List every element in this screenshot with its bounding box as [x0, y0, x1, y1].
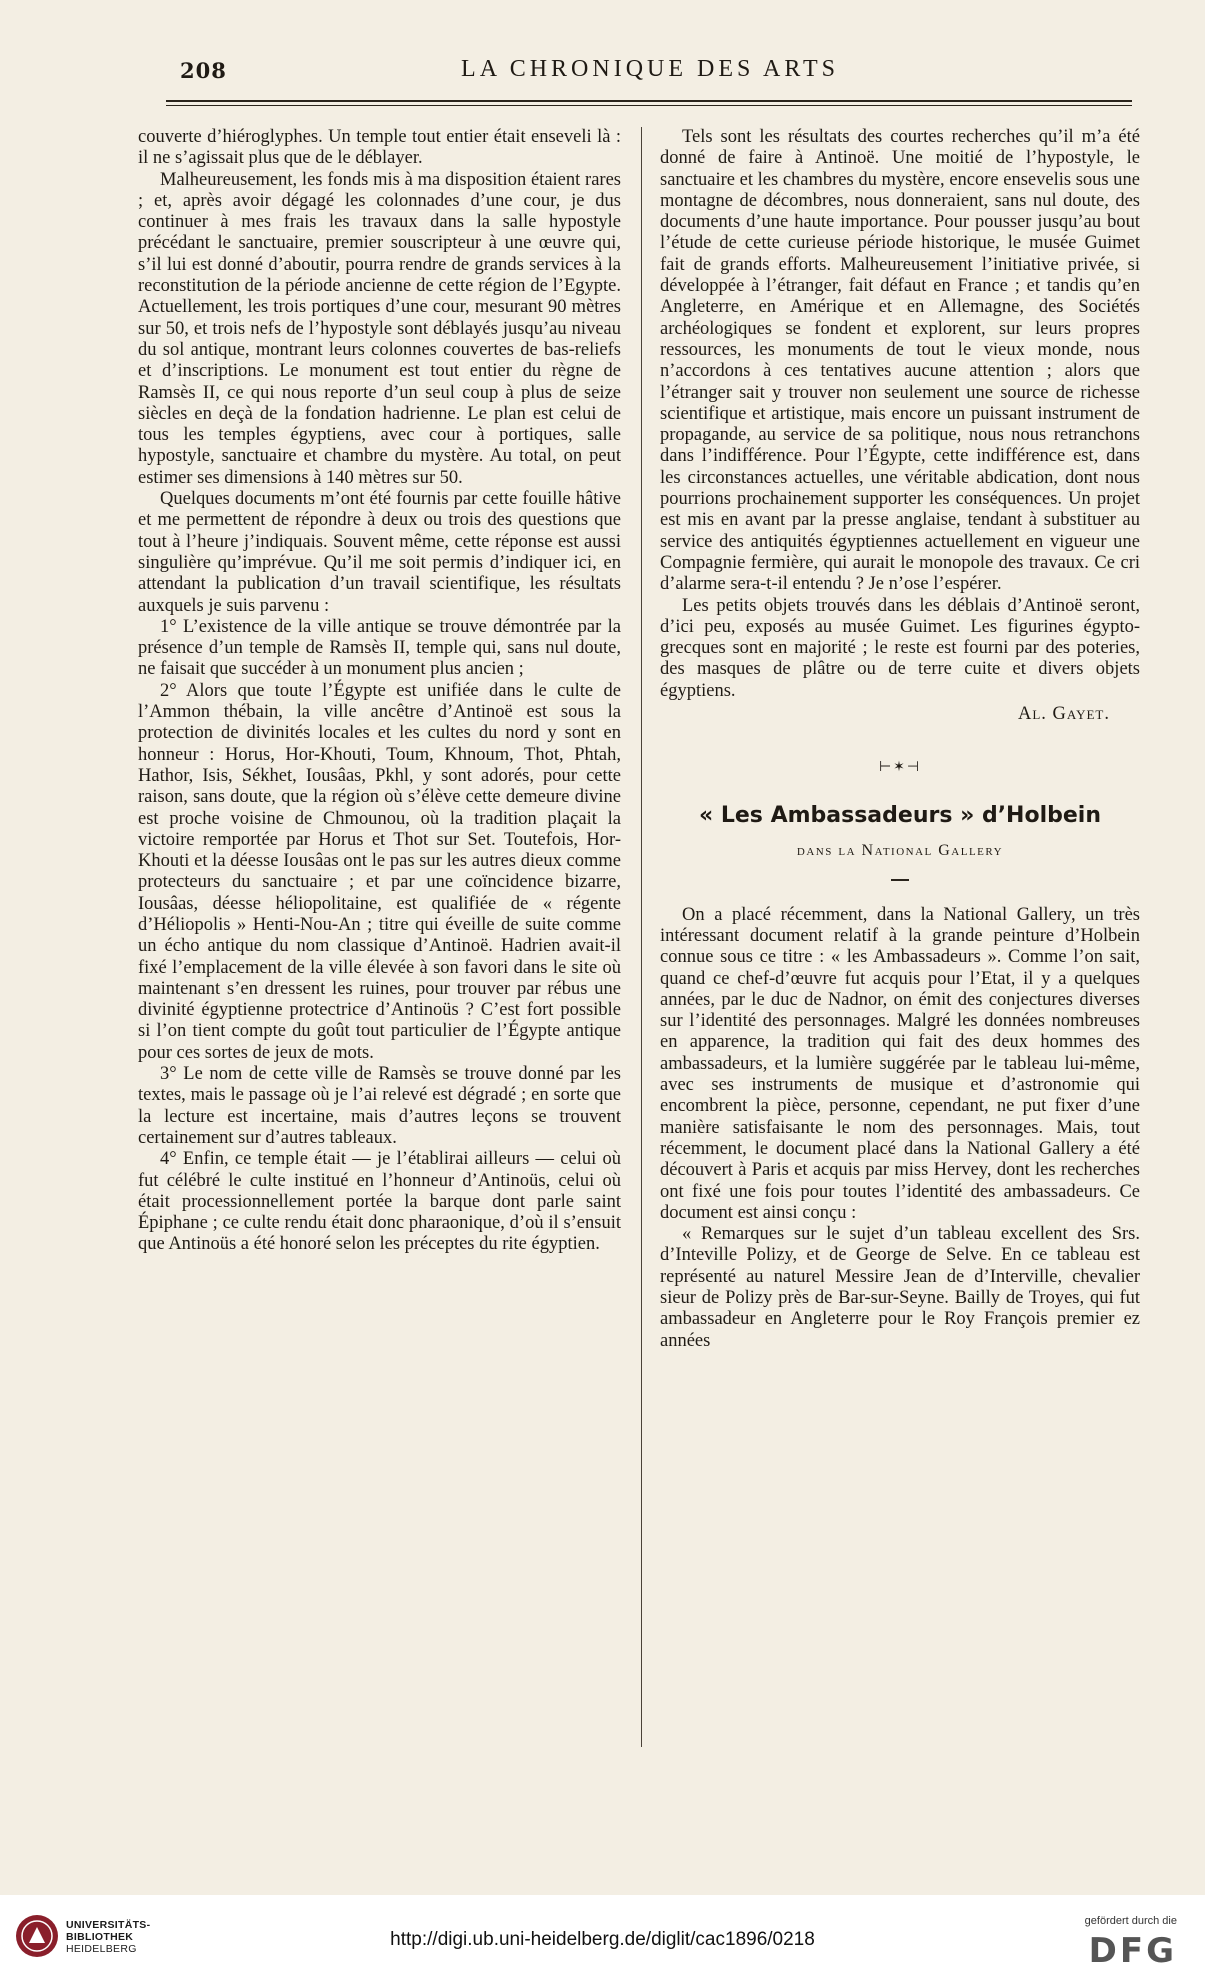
author-signature: Al. Gayet. [1017, 704, 1110, 725]
paragraph: 1° L’existence de la ville antique se trouve démontrée par la présence d’un temple de Ramsès II, temple qui, sans nul doute, ne faisait que succéder à un monument plus ancien ; [138, 616, 621, 680]
paragraph: 3° Le nom de cette ville de Ramsès se trouve donné par les textes, mais le passage où je l’ai relevé est dégradé ; en sorte que la lecture est incertaine, mais d’autres leçons se trouvent certainement sur d’autres tableaux. [138, 1064, 621, 1148]
column-divider [641, 127, 642, 1747]
journal-title: LA CHRONIQUE DES ARTS [461, 56, 839, 82]
paragraph: Malheureusement, les fonds mis à ma disposition étaient rares ; et, après avoir dégagé les colonnades d’une cour, je dus continuer à mes frais les travaux dans la salle hypostyle précédant le sanctuaire, premier souscripteur à une œuvre qui, s’il lui est donné d’aboutir, pourra rendre de grands services à la reconstitution de la période ancienne de cette région de l’Egypte. Actuellement, les trois portiques d’une cour, mesurant 90 mètres sur 50, et trois nefs de l’hypostyle sont déblayés jusqu’au niveau du sol antique, montrant leurs colonnes couvertes de bas-reliefs et d’inscriptions. Le monument est tout entier du règne de Ramsès II, ce qui nous reporte d’un seul coup à plus de seize siècles en deçà de la fondation hadrienne. Le plan est celui de tous les temples égyptiens, avec cour à portiques, salle hypostyle, sanctuaire et chambre du mystère. Au total, on peut estimer ses dimensions à 140 mètres sur 50. [138, 169, 621, 488]
funder-label: gefördert durch die [1084, 1915, 1177, 1927]
paragraph: « Remarques sur le sujet d’un tableau excellent des Srs. d’Inteville Polizy, et de George de Selve. En ce tableau est représenté au naturel Messire Jean de d’Interville, chevalier sieur de Polizy près de Bar-sur-Seyne. Bailly de Troyes, qui fut ambassadeur en Angleterre pour le Roy François premier ez années [660, 1224, 1140, 1351]
source-url-link[interactable]: http://digi.ub.uni-heidelberg.de/diglit/cac1896/0218 [390, 1929, 815, 1950]
section-ornament [660, 757, 1140, 778]
paragraph: 2° Alors que toute l’Égypte est unifiée dans le culte de l’Ammon thébain, la ville ancêtre d’Antinoë est sous la protection de divinités locales et les cultes du nord y sont en honneur : Horus, Hor-Khouti, Toum, Khnoum, Thot, Phtah, Hathor, Isis, Sékhet, Iousâas, Pkhl, y sont adorés, pour cette raison, sans doute, que la région où s’élève cette demeure divine est proche voisine de Chmounou, où la tradition plaçait la victoire remportée par Horus et Thot sur Set. Toutefois, Hor-Khouti et la déesse Iousâas ont le pas sur les autres dieux comme protecteurs du sanctuaire ; et par une coïncidence bizarre, Iousâas, déesse héliopolitaine, est qualifiée de « régente d’Héliopolis » Henti-Nou-An ; titre qui éveille de suite comme un écho antique du nom classique d’Antinoë. Hadrien avait-il fixé l’emplacement de la ville élevée à son favori dans le site où maintenant s’en dressent les ruines, pour trouver par rébus une divinité égyptienne protectrice d’Antinoüs ? C’est fort possible si l’on tient compte du goût tout particulier de l’Égypte antique pour ces sortes de jeux de mots. [138, 680, 621, 1063]
ornament-glyph: ⊢✶⊣ [878, 760, 922, 776]
paragraph: Tels sont les résultats des courtes recherches qu’il m’a été donné de faire à Antinoë. Une moitié de l’hypostyle, le sanctuaire et les chambres du mystère, encore ensevelis sous une montagne de décombres, nous donneraient, sans nul doute, des documents d’une haute importance. Pour pousser jusqu’au bout l’étude de cette curieuse période historique, le musée Guimet fait de grands efforts. Malheureusement l’initiative privée, si développée à l’étranger, fait défaut en France ; et tandis qu’en Angleterre, en Amérique et en Allemagne, des Sociétés archéologiques se fondent et explorent, sur leurs propres ressources, les monuments de tout le vieux monde, nous n’accordons à ces tentatives aucune attention ; alors que l’étranger sait y trouver non seulement une source de richesse scientifique et artistique, mais encore un puissant instrument de propagande, au service de sa politique, nous nous retranchons dans l’indifférence. Pour l’Égypte, cette indifférence est, dans les circonstances actuelles, une véritable abdication, dont nous pourrions prochainement supporter les conséquences. Un projet est mis en avant par la presse anglaise, tendant à substituer au service des antiquités égyptiennes actuellement en vigueur une Compagnie fermière, qui aurait le monopole des travaux. Ce cri d’alarme sera-t-il entendu ? Je n’ose l’espérer. [660, 127, 1140, 595]
paragraph: Les petits objets trouvés dans les déblais d’Antinoë seront, d’ici peu, exposés au musée Guimet. Les figurines égypto-grecques sont en majorité ; le reste est fourni par des poteries, des masques de plâtre ou de terre cuite et divers objets égyptiens. [660, 595, 1140, 701]
header-rule [166, 100, 1132, 102]
page-number: 208 [180, 58, 227, 83]
section-title: « Les Ambassadeurs » d’Holbein [699, 802, 1101, 828]
dfg-logo: DFG [1088, 1931, 1177, 1971]
library-line: UNIVERSITÄTS- [66, 1919, 151, 1931]
paragraph: 4° Enfin, ce temple était — je l’établirai ailleurs — celui où fut célébré le culte institué en l’honneur d’Antinoüs, celui où était processionnellement portée la barque dont parle saint Épiphane ; ce culte rendu était donc pharaonique, d’où il s’ensuit que Antinoüs a été honoré selon les préceptes du rite égyptien. [138, 1149, 621, 1255]
section-subtitle: dans la National Gallery [796, 841, 1004, 859]
library-line: HEIDELBERG [66, 1943, 137, 1955]
paragraph: On a placé récemment, dans la National Gallery, un très intéressant document relatif à la grande peinture d’Holbein connue sous ce titre : « les Ambassadeurs ». Comme l’on sait, quand ce chef-d’œuvre fut acquis pour l’Etat, il y a quelques années, par le duc de Nadnor, on émit des conjectures diverses sur l’identité des personnages. Malgré les données nombreuses en apparence, la tradition qui fait des deux hommes des ambassadeurs, et la lumière suggérée par le tableau lui-même, avec ses instruments de musique et d’astronomie qui encombrent la pièce, personne, cependant, ne put fixer d’une manière satisfaisante le nom des personnages. Mais, tout récemment, le document placé dans la National Gallery a été découvert à Paris et acquis par miss Hervey, dont les recherches ont fixé une fois pour toutes l’identité des ambassadeurs. Ce document est ainsi conçu : [660, 904, 1140, 1223]
right-column [660, 127, 1140, 1352]
paragraph: Quelques documents m’ont été fournis par cette fouille hâtive et me permettent de répondre à deux ou trois des questions que tout à l’heure j’indiquais. Souvent même, cette réponse est aussi singulière qu’imprévue. Qu’il me soit permis d’indiquer ici, en attendant la publication d’un travail scientifique, les résultats auxquels je suis parvenu : [138, 489, 621, 616]
section-dash [891, 879, 909, 881]
paragraph: couverte d’hiéroglyphes. Un temple tout entier était enseveli là : il ne s’agissait plus que de le déblayer. [138, 127, 621, 169]
page-header [170, 56, 1130, 96]
left-column [138, 127, 621, 1256]
header-rule-thin [166, 105, 1132, 106]
footer-bar [0, 1895, 1205, 1978]
library-line: BIBLIOTHEK [66, 1931, 134, 1943]
